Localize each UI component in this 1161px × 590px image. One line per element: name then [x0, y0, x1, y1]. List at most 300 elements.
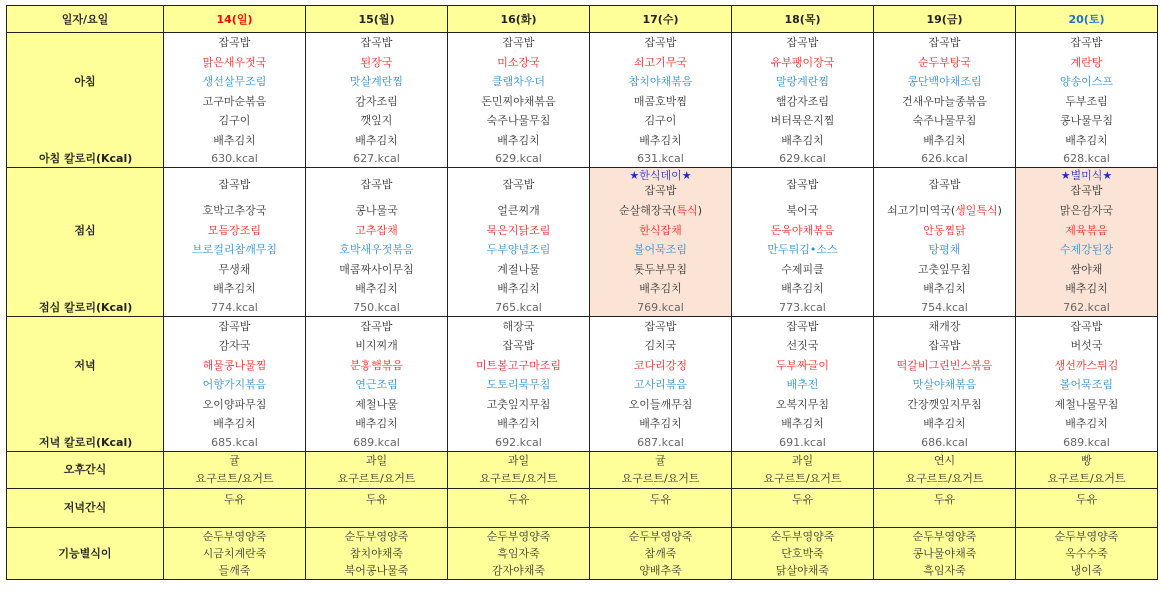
menu-cell: [1016, 221, 1158, 241]
lunch-row: [7, 168, 1158, 202]
menu-item: 북어국: [786, 204, 819, 218]
menu-cell: [732, 168, 874, 202]
menu-item: 무생채: [218, 262, 251, 276]
lunch-kcal-label: 점심 칼로리(Kcal): [7, 299, 164, 317]
menu-cell: [590, 111, 732, 131]
dinner-label-cell: [7, 414, 164, 434]
menu-cell: [306, 395, 448, 415]
menu-item: 잡곡밥: [644, 184, 677, 197]
afternoon-snack-row: [7, 470, 1158, 489]
menu-cell: [590, 279, 732, 299]
snack-item: 요구르트/요거트: [306, 470, 448, 489]
snack-item: 두유: [1016, 488, 1158, 527]
menu-cell: [590, 72, 732, 92]
menu-cell: [874, 356, 1016, 376]
kcal-value: 629.kcal: [732, 150, 874, 168]
snack-item: 요구르트/요거트: [874, 470, 1016, 489]
menu-item: 모듬장조림: [207, 223, 262, 237]
menu-cell: [1016, 131, 1158, 151]
breakfast-label-cell: [7, 53, 164, 73]
menu-item: 묵은지닭조림: [486, 223, 551, 237]
menu-cell: [164, 414, 306, 434]
header-row: [7, 6, 1158, 33]
menu-item: 해장국: [502, 319, 535, 333]
menu-item: 배추김치: [213, 282, 256, 296]
lunch-row: [7, 260, 1158, 280]
menu-item: 미소장국: [497, 55, 540, 69]
porridge-item: 순두부영양죽: [590, 527, 732, 545]
menu-item: 호박고추장국: [202, 204, 267, 218]
day-header: 14(일): [164, 6, 306, 33]
breakfast-kcal-label: 아침 칼로리(Kcal): [7, 150, 164, 168]
menu-item: 배추김치: [923, 282, 966, 296]
menu-item: 잡곡밥: [928, 36, 961, 50]
afternoon-snack-row: [7, 451, 1158, 470]
kcal-value: 762.kcal: [1016, 299, 1158, 317]
menu-item: 쌈야채: [1070, 262, 1103, 276]
kcal-value: 691.kcal: [732, 434, 874, 452]
menu-item: 배추전: [786, 378, 819, 392]
menu-item: 배추김치: [923, 417, 966, 431]
snack-item: 요구르트/요거트: [1016, 470, 1158, 489]
menu-item: 배추김치: [497, 133, 540, 147]
menu-item-suffix: ): [997, 204, 1002, 218]
menu-item: 말랑계란찜: [775, 75, 830, 89]
lunch-row: [7, 279, 1158, 299]
menu-cell: [732, 221, 874, 241]
menu-cell: [164, 260, 306, 280]
menu-item: 순살해장국(: [619, 204, 677, 218]
menu-item: 볼어묵조림: [633, 243, 688, 257]
menu-item: 잡곡밥: [786, 319, 819, 333]
breakfast-row: [7, 33, 1158, 53]
menu-item: 고춧잎무침: [917, 262, 972, 276]
snack-item: 요구르트/요거트: [448, 470, 590, 489]
porridge-item: 옥수수죽: [1016, 545, 1158, 562]
menu-item: 채개장: [928, 319, 961, 333]
menu-item: 잡곡밥: [1070, 36, 1103, 50]
menu-cell: [1016, 260, 1158, 280]
menu-cell: [590, 33, 732, 53]
snack-item: 연시: [874, 451, 1016, 470]
menu-cell: [164, 33, 306, 53]
menu-cell: [1016, 33, 1158, 53]
menu-item: 콩나물국: [355, 204, 398, 218]
menu-item: 매콤호박찜: [633, 94, 688, 108]
menu-cell: [306, 316, 448, 336]
menu-item: 생선살무조림: [202, 75, 267, 89]
porridge-item: 단호박죽: [732, 545, 874, 562]
menu-item: 브로컬리참깨무침: [191, 243, 277, 257]
menu-cell: [590, 131, 732, 151]
menu-item: 매콤짜사이무침: [339, 262, 414, 276]
menu-item: 배추김치: [213, 133, 256, 147]
kcal-value: 629.kcal: [448, 150, 590, 168]
menu-item: 햄감자조림: [775, 94, 830, 108]
dinner-row: [7, 336, 1158, 356]
lunch-row: [7, 240, 1158, 260]
menu-cell: [732, 279, 874, 299]
menu-cell: [306, 414, 448, 434]
menu-cell: [874, 131, 1016, 151]
menu-item: 안동찜닭: [923, 223, 966, 237]
menu-item: 양송이스프: [1059, 75, 1114, 89]
kcal-value: 626.kcal: [874, 150, 1016, 168]
menu-cell: [732, 260, 874, 280]
menu-cell: [590, 316, 732, 336]
menu-cell: [448, 279, 590, 299]
menu-item-suffix: ): [697, 204, 702, 218]
menu-cell: [306, 336, 448, 356]
menu-cell: [732, 375, 874, 395]
porridge-item: 순두부영양죽: [306, 527, 448, 545]
kcal-value: 774.kcal: [164, 299, 306, 317]
corner-label: 일자/요일: [7, 6, 164, 33]
menu-cell: [306, 201, 448, 221]
menu-item: 얼큰찌개: [497, 204, 540, 218]
dinner-row: [7, 414, 1158, 434]
menu-cell: [732, 240, 874, 260]
menu-cell: [306, 375, 448, 395]
porridge-item: 냉이죽: [1016, 562, 1158, 580]
menu-cell: [590, 375, 732, 395]
menu-cell: [306, 111, 448, 131]
porridge-item: 순두부영양죽: [448, 527, 590, 545]
porridge-item: 흑임자죽: [874, 562, 1016, 580]
menu-item: 잡곡밥: [928, 178, 961, 191]
menu-item: 잡곡밥: [786, 36, 819, 50]
special-diet-row: [7, 562, 1158, 580]
menu-item: 김치국: [644, 339, 677, 353]
dinner-label-cell: [7, 336, 164, 356]
menu-item: 잡곡밥: [360, 178, 393, 191]
menu-cell: [590, 53, 732, 73]
lunch-label: 점심: [7, 221, 164, 241]
breakfast-label-cell: [7, 131, 164, 151]
menu-cell: [590, 240, 732, 260]
special-event-label: ★별미식★: [1060, 169, 1113, 182]
menu-cell: [306, 260, 448, 280]
menu-cell: [448, 414, 590, 434]
menu-cell: [732, 33, 874, 53]
menu-cell: [874, 168, 1016, 202]
menu-cell: [590, 221, 732, 241]
menu-item: 순두부탕국: [917, 55, 972, 69]
menu-cell: [874, 316, 1016, 336]
menu-item: 콩단백야채조림: [907, 75, 982, 89]
breakfast-row: [7, 131, 1158, 151]
kcal-value: 630.kcal: [164, 150, 306, 168]
breakfast-kcal-row: [7, 150, 1158, 168]
menu-cell: [732, 395, 874, 415]
menu-item: 배추김치: [213, 417, 256, 431]
menu-cell: [448, 33, 590, 53]
menu-item: 생선까스튀김: [1054, 358, 1119, 372]
menu-cell: [874, 279, 1016, 299]
snack-item: 귤: [590, 451, 732, 470]
menu-item: 톳두부무침: [633, 262, 688, 276]
menu-item: 버터묵은지찜: [770, 114, 835, 128]
kcal-value: 689.kcal: [1016, 434, 1158, 452]
menu-cell: [732, 356, 874, 376]
special-event-label: ★한식데이★: [629, 169, 692, 182]
menu-item: 고구마순볶음: [202, 94, 267, 108]
menu-cell: [448, 356, 590, 376]
menu-item: 잡곡밥: [218, 36, 251, 50]
menu-cell: [590, 414, 732, 434]
kcal-value: 687.kcal: [590, 434, 732, 452]
menu-cell: [448, 221, 590, 241]
menu-cell: [1016, 336, 1158, 356]
menu-item: 잡곡밥: [502, 36, 535, 50]
menu-item: 제철나물무침: [1054, 397, 1119, 411]
dinner-label: 저녁: [7, 356, 164, 376]
menu-item: 두부조림: [1065, 94, 1108, 108]
menu-cell: [732, 111, 874, 131]
snack-item: 요구르트/요거트: [164, 470, 306, 489]
menu-item: 만두튀김•소스: [767, 243, 838, 257]
special-diet-row: [7, 527, 1158, 545]
menu-item: 계절나물: [497, 262, 540, 276]
porridge-item: 참깨죽: [590, 545, 732, 562]
menu-item: 잡곡밥: [360, 319, 393, 333]
menu-cell: [164, 53, 306, 73]
snack-item: 귤: [164, 451, 306, 470]
menu-item: 제철나물: [355, 397, 398, 411]
menu-cell: [164, 201, 306, 221]
menu-cell: [874, 33, 1016, 53]
snack-item: 과일: [448, 451, 590, 470]
porridge-item: 콩나물야채죽: [874, 545, 1016, 562]
porridge-item: 감자야채죽: [448, 562, 590, 580]
menu-cell: [590, 92, 732, 112]
menu-item: 잡곡밥: [644, 319, 677, 333]
menu-cell: [874, 221, 1016, 241]
menu-item: 한식잡채: [639, 223, 682, 237]
menu-item: 배추김치: [781, 417, 824, 431]
afternoon-snack-label: 오후간식: [7, 451, 164, 488]
menu-cell: [874, 414, 1016, 434]
menu-cell: [732, 414, 874, 434]
dinner-label-cell: [7, 395, 164, 415]
menu-cell: [732, 201, 874, 221]
menu-cell: [1016, 375, 1158, 395]
kcal-value: 631.kcal: [590, 150, 732, 168]
kcal-value: 754.kcal: [874, 299, 1016, 317]
menu-cell: [1016, 72, 1158, 92]
menu-cell: [732, 53, 874, 73]
snack-item: 두유: [448, 488, 590, 527]
menu-cell: [306, 72, 448, 92]
kcal-value: 750.kcal: [306, 299, 448, 317]
menu-item: 고춧잎지무침: [486, 397, 551, 411]
lunch-label-cell: [7, 168, 164, 202]
porridge-item: 순두부영양죽: [732, 527, 874, 545]
menu-cell: [164, 316, 306, 336]
dinner-row: [7, 356, 1158, 376]
snack-item: 과일: [306, 451, 448, 470]
menu-cell: [306, 168, 448, 202]
menu-item: 클램차우더: [491, 75, 546, 89]
evening-snack-row: [7, 488, 1158, 527]
menu-cell: [1016, 414, 1158, 434]
lunch-kcal-row: [7, 299, 1158, 317]
menu-cell: [448, 111, 590, 131]
snack-item: 요구르트/요거트: [590, 470, 732, 489]
menu-item: 떡갈비그린빈스볶음: [896, 358, 993, 372]
menu-cell: [1016, 395, 1158, 415]
lunch-row: [7, 201, 1158, 221]
menu-cell: [874, 53, 1016, 73]
special-diet-label: 기능별식이: [7, 527, 164, 579]
menu-item: 배추김치: [497, 417, 540, 431]
breakfast-label-cell: [7, 92, 164, 112]
menu-cell: [448, 72, 590, 92]
menu-cell: [448, 395, 590, 415]
dinner-kcal-row: [7, 434, 1158, 452]
menu-item: 미트볼고구마조림: [475, 358, 561, 372]
menu-item: 감자국: [218, 339, 251, 353]
menu-cell: [590, 260, 732, 280]
porridge-item: 시금치계란죽: [164, 545, 306, 562]
breakfast-label-cell: [7, 33, 164, 53]
menu-cell: [874, 395, 1016, 415]
breakfast-row: [7, 72, 1158, 92]
kcal-value: 628.kcal: [1016, 150, 1158, 168]
menu-cell: [448, 260, 590, 280]
menu-item: 버섯국: [1070, 339, 1103, 353]
snack-item: 과일: [732, 451, 874, 470]
breakfast-label-cell: [7, 111, 164, 131]
menu-cell: [448, 336, 590, 356]
kcal-value: 686.kcal: [874, 434, 1016, 452]
day-header: 20(토): [1016, 6, 1158, 33]
menu-item: 쇠고기미역국(: [887, 204, 956, 218]
porridge-item: 들깨죽: [164, 562, 306, 580]
menu-cell: [448, 131, 590, 151]
menu-cell: [164, 111, 306, 131]
menu-cell: [306, 33, 448, 53]
menu-item: 맛살계란찜: [349, 75, 404, 89]
menu-cell: [590, 201, 732, 221]
menu-cell: [448, 201, 590, 221]
menu-item: 깻잎지: [360, 114, 393, 128]
menu-cell: [874, 260, 1016, 280]
menu-cell: [732, 131, 874, 151]
dinner-kcal-label: 저녁 칼로리(Kcal): [7, 434, 164, 452]
porridge-item: 닭살야채죽: [732, 562, 874, 580]
menu-cell: [164, 131, 306, 151]
lunch-label-cell: [7, 279, 164, 299]
day-header: 18(목): [732, 6, 874, 33]
menu-item: 수제피클: [781, 262, 824, 276]
dinner-label-cell: [7, 375, 164, 395]
menu-cell: [164, 92, 306, 112]
menu-item: 배추김치: [355, 133, 398, 147]
menu-item: 연근조림: [355, 378, 398, 392]
menu-cell: [874, 201, 1016, 221]
menu-cell: [1016, 356, 1158, 376]
menu-item: 분홍햄볶음: [349, 358, 404, 372]
menu-item: 두부짜글이: [775, 358, 830, 372]
menu-item: 오이양파무침: [202, 397, 267, 411]
lunch-row: [7, 221, 1158, 241]
menu-cell: [874, 240, 1016, 260]
snack-item: 두유: [732, 488, 874, 527]
menu-item-tag: 생일특식: [955, 204, 998, 218]
menu-item: 잡곡밥: [786, 178, 819, 191]
breakfast-row: [7, 92, 1158, 112]
weekly-menu-table: [6, 5, 1158, 580]
menu-cell: [1016, 53, 1158, 73]
menu-cell: [448, 168, 590, 202]
menu-item: 배추김치: [639, 133, 682, 147]
menu-item: 배추김치: [781, 282, 824, 296]
menu-cell: [874, 336, 1016, 356]
menu-cell: [874, 92, 1016, 112]
menu-item: 코다리강정: [633, 358, 688, 372]
menu-item: 돈육야채볶음: [770, 223, 835, 237]
menu-item: 고사리볶음: [633, 378, 688, 392]
porridge-item: 북어콩나물죽: [306, 562, 448, 580]
menu-item: 잡곡밥: [1070, 184, 1103, 197]
menu-cell: [1016, 92, 1158, 112]
menu-cell: [306, 279, 448, 299]
menu-item: 볼어묵조림: [1059, 378, 1114, 392]
menu-item: 수제강된장: [1059, 243, 1114, 257]
menu-cell: [306, 53, 448, 73]
menu-cell: [1016, 201, 1158, 221]
menu-item: 배추김치: [355, 417, 398, 431]
menu-cell: [732, 72, 874, 92]
menu-cell: [590, 168, 732, 202]
kcal-value: 685.kcal: [164, 434, 306, 452]
menu-item: 계란탕: [1070, 55, 1103, 69]
menu-cell: [590, 395, 732, 415]
menu-item: 배추김치: [781, 133, 824, 147]
kcal-value: 689.kcal: [306, 434, 448, 452]
menu-cell: [1016, 279, 1158, 299]
snack-item: 두유: [874, 488, 1016, 527]
menu-item: 배추김치: [923, 133, 966, 147]
menu-item: 해물콩나물찜: [202, 358, 267, 372]
menu-cell: [448, 375, 590, 395]
menu-item: 감자조림: [355, 94, 398, 108]
menu-item: 맑은새우젓국: [202, 55, 267, 69]
menu-item: 쇠고기무국: [633, 55, 688, 69]
porridge-item: 흑임자죽: [448, 545, 590, 562]
menu-cell: [164, 395, 306, 415]
porridge-item: 참치야채죽: [306, 545, 448, 562]
menu-cell: [306, 356, 448, 376]
porridge-item: 순두부영양죽: [874, 527, 1016, 545]
menu-item: 배추김치: [639, 417, 682, 431]
dinner-row: [7, 375, 1158, 395]
menu-item: 잡곡밥: [218, 178, 251, 191]
menu-cell: [732, 316, 874, 336]
special-diet-row: [7, 545, 1158, 562]
menu-cell: [306, 240, 448, 260]
menu-cell: [164, 336, 306, 356]
menu-item: 제육볶음: [1065, 223, 1108, 237]
menu-cell: [448, 53, 590, 73]
menu-item: 오복지무침: [775, 397, 830, 411]
menu-item: 고추잡채: [355, 223, 398, 237]
menu-cell: [1016, 168, 1158, 202]
menu-item: 된장국: [360, 55, 393, 69]
menu-item: 잡곡밥: [502, 339, 535, 353]
lunch-label-cell: [7, 260, 164, 280]
